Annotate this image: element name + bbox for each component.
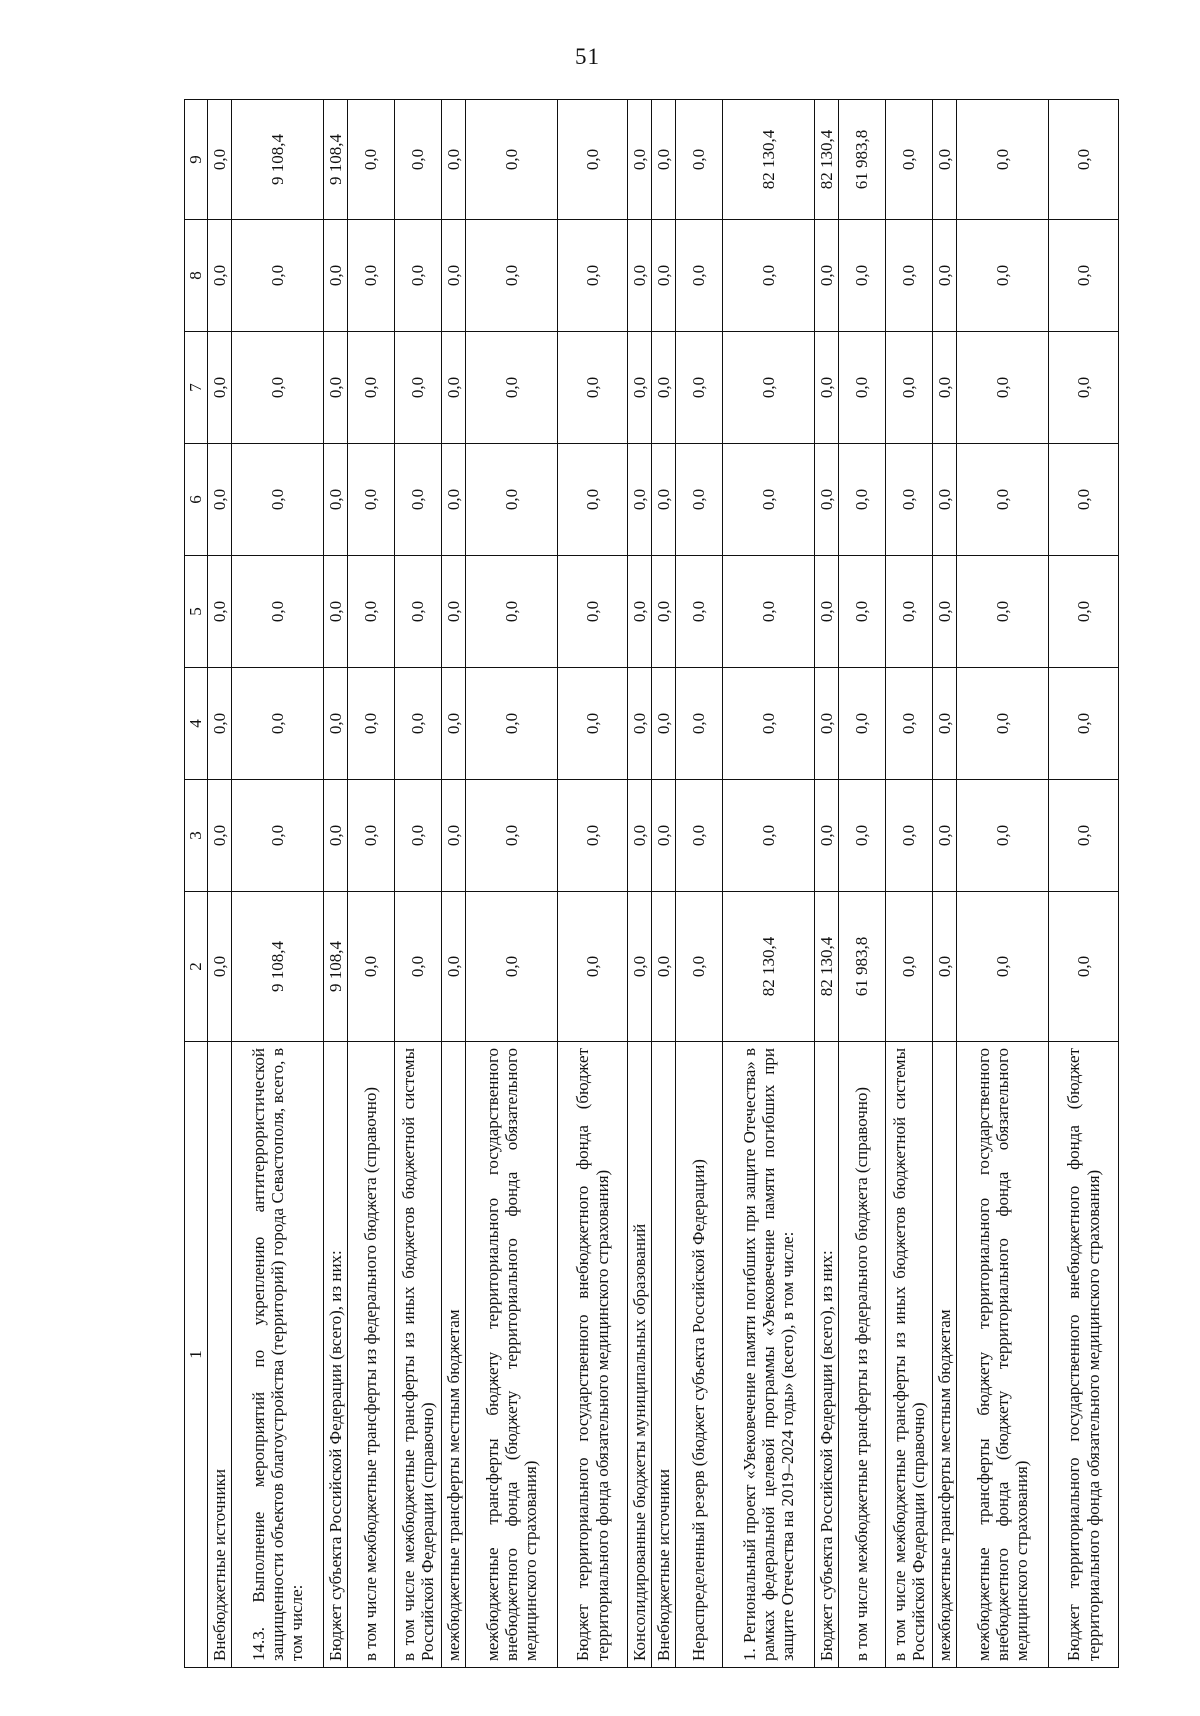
cell-value: 0,0 xyxy=(676,220,723,332)
cell-value: 0,0 xyxy=(652,100,676,220)
cell-value: 0,0 xyxy=(676,100,723,220)
cell-value: 0,0 xyxy=(466,444,558,556)
cell-value: 0,0 xyxy=(815,220,839,332)
cell-value: 0,0 xyxy=(324,780,348,892)
row-label: Консолидированные бюджеты муниципальных образований xyxy=(628,1042,652,1668)
cell-value: 0,0 xyxy=(208,100,232,220)
cell-value: 82 130,4 xyxy=(815,892,839,1042)
cell-value: 0,0 xyxy=(558,444,628,556)
cell-value: 0,0 xyxy=(466,100,558,220)
cell-value: 0,0 xyxy=(628,780,652,892)
column-header-4: 4 xyxy=(185,668,208,780)
cell-value: 0,0 xyxy=(324,332,348,444)
row-label: Внебюджетные источники xyxy=(208,1042,232,1668)
cell-value: 0,0 xyxy=(558,100,628,220)
cell-value: 0,0 xyxy=(348,892,395,1042)
cell-value: 0,0 xyxy=(442,100,466,220)
cell-value: 0,0 xyxy=(395,220,442,332)
cell-value: 9 108,4 xyxy=(232,100,324,220)
cell-value: 0,0 xyxy=(232,556,324,668)
cell-value: 0,0 xyxy=(208,556,232,668)
cell-value: 0,0 xyxy=(815,556,839,668)
cell-value: 0,0 xyxy=(395,100,442,220)
cell-value: 0,0 xyxy=(839,220,886,332)
cell-value: 0,0 xyxy=(395,332,442,444)
cell-value: 0,0 xyxy=(1049,668,1119,780)
cell-value: 0,0 xyxy=(1049,780,1119,892)
cell-value: 0,0 xyxy=(558,332,628,444)
cell-value: 0,0 xyxy=(815,332,839,444)
cell-value: 0,0 xyxy=(395,892,442,1042)
table-row xyxy=(324,100,348,1668)
cell-value: 0,0 xyxy=(395,556,442,668)
cell-value: 0,0 xyxy=(324,444,348,556)
cell-value: 9 108,4 xyxy=(324,100,348,220)
row-label: 1. Региональный проект «Увековечение памяти погибших при защите Отечества» в рамках федеральной целевой программы «Увековечение памяти погибших при защите Отечества на 2019–2024 годы» (всего), в том числе: xyxy=(723,1042,815,1668)
cell-value: 0,0 xyxy=(442,892,466,1042)
cell-value: 0,0 xyxy=(208,444,232,556)
cell-value: 0,0 xyxy=(886,892,933,1042)
cell-value: 82 130,4 xyxy=(723,100,815,220)
cell-value: 0,0 xyxy=(558,556,628,668)
cell-value: 0,0 xyxy=(957,556,1049,668)
cell-value: 0,0 xyxy=(628,444,652,556)
table-row xyxy=(628,100,652,1668)
table-row xyxy=(395,100,442,1668)
table-body xyxy=(208,100,1119,1668)
cell-value: 82 130,4 xyxy=(815,100,839,220)
cell-value: 0,0 xyxy=(652,332,676,444)
cell-value: 0,0 xyxy=(232,332,324,444)
cell-value: 9 108,4 xyxy=(232,892,324,1042)
table-header-row xyxy=(185,100,208,1668)
cell-value: 0,0 xyxy=(348,444,395,556)
cell-value: 0,0 xyxy=(886,668,933,780)
cell-value: 0,0 xyxy=(395,780,442,892)
column-header-5: 5 xyxy=(185,556,208,668)
cell-value: 0,0 xyxy=(208,892,232,1042)
cell-value: 0,0 xyxy=(723,444,815,556)
cell-value: 0,0 xyxy=(348,220,395,332)
cell-value: 0,0 xyxy=(232,780,324,892)
cell-value: 0,0 xyxy=(815,668,839,780)
table-row xyxy=(839,100,886,1668)
row-label: в том числе межбюджетные трансферты из иных бюджетов бюджетной системы Российской Федерации (справочно) xyxy=(886,1042,933,1668)
cell-value: 61 983,8 xyxy=(839,892,886,1042)
cell-value: 0,0 xyxy=(839,444,886,556)
cell-value: 0,0 xyxy=(558,220,628,332)
row-label: Нераспределенный резерв (бюджет субъекта Российской Федерации) xyxy=(676,1042,723,1668)
cell-value: 0,0 xyxy=(676,892,723,1042)
cell-value: 0,0 xyxy=(723,220,815,332)
cell-value: 0,0 xyxy=(395,668,442,780)
cell-value: 0,0 xyxy=(676,556,723,668)
cell-value: 0,0 xyxy=(442,332,466,444)
cell-value: 61 983,8 xyxy=(839,100,886,220)
cell-value: 0,0 xyxy=(628,668,652,780)
column-header-6: 6 xyxy=(185,444,208,556)
cell-value: 0,0 xyxy=(957,100,1049,220)
cell-value: 0,0 xyxy=(442,556,466,668)
column-header-2: 2 xyxy=(185,892,208,1042)
cell-value: 0,0 xyxy=(933,444,957,556)
column-header-7: 7 xyxy=(185,332,208,444)
cell-value: 0,0 xyxy=(348,780,395,892)
cell-value: 0,0 xyxy=(723,780,815,892)
table-row xyxy=(1049,100,1119,1668)
row-label: межбюджетные трансферты бюджету территориального государственного внебюджетного фонда (бюджету территориального фонда обязательного медицинского страхования) xyxy=(466,1042,558,1668)
table-row xyxy=(232,100,324,1668)
row-label: Бюджет субъекта Российской Федерации (всего), из них: xyxy=(815,1042,839,1668)
cell-value: 0,0 xyxy=(933,668,957,780)
cell-value: 0,0 xyxy=(466,220,558,332)
cell-value: 0,0 xyxy=(652,892,676,1042)
row-label: межбюджетные трансферты бюджету территориального государственного внебюджетного фонда (бюджету территориального фонда обязательного медицинского страхования) xyxy=(957,1042,1049,1668)
row-label: 14.3. Выполнение мероприятий по укреплению антитеррористической защищенности объектов благоустройства (территорий) города Севастополя, всего, в том числе: xyxy=(232,1042,324,1668)
column-header-8: 8 xyxy=(185,220,208,332)
cell-value: 0,0 xyxy=(628,892,652,1042)
cell-value: 0,0 xyxy=(1049,332,1119,444)
table-row xyxy=(558,100,628,1668)
cell-value: 0,0 xyxy=(466,668,558,780)
cell-value: 0,0 xyxy=(232,668,324,780)
cell-value: 0,0 xyxy=(676,332,723,444)
cell-value: 0,0 xyxy=(957,220,1049,332)
cell-value: 0,0 xyxy=(886,444,933,556)
row-label: межбюджетные трансферты местным бюджетам xyxy=(442,1042,466,1668)
rotated-table-wrapper xyxy=(184,100,1109,1668)
cell-value: 0,0 xyxy=(442,444,466,556)
cell-value: 0,0 xyxy=(676,780,723,892)
cell-value: 0,0 xyxy=(933,332,957,444)
cell-value: 0,0 xyxy=(1049,892,1119,1042)
table-row xyxy=(815,100,839,1668)
cell-value: 0,0 xyxy=(324,556,348,668)
cell-value: 0,0 xyxy=(208,780,232,892)
cell-value: 82 130,4 xyxy=(723,892,815,1042)
cell-value: 0,0 xyxy=(232,220,324,332)
table-row xyxy=(933,100,957,1668)
cell-value: 0,0 xyxy=(466,332,558,444)
cell-value: 0,0 xyxy=(442,220,466,332)
cell-value: 0,0 xyxy=(957,444,1049,556)
cell-value: 0,0 xyxy=(676,444,723,556)
cell-value: 0,0 xyxy=(933,556,957,668)
cell-value: 0,0 xyxy=(1049,220,1119,332)
cell-value: 0,0 xyxy=(324,668,348,780)
cell-value: 0,0 xyxy=(558,668,628,780)
cell-value: 0,0 xyxy=(652,220,676,332)
cell-value: 0,0 xyxy=(1049,444,1119,556)
table-row xyxy=(723,100,815,1668)
cell-value: 0,0 xyxy=(886,220,933,332)
cell-value: 0,0 xyxy=(208,220,232,332)
cell-value: 0,0 xyxy=(442,668,466,780)
cell-value: 0,0 xyxy=(558,780,628,892)
column-header-3: 3 xyxy=(185,780,208,892)
cell-value: 0,0 xyxy=(628,332,652,444)
cell-value: 0,0 xyxy=(324,220,348,332)
cell-value: 0,0 xyxy=(232,444,324,556)
cell-value: 0,0 xyxy=(652,668,676,780)
cell-value: 0,0 xyxy=(348,332,395,444)
cell-value: 0,0 xyxy=(676,668,723,780)
cell-value: 0,0 xyxy=(466,780,558,892)
cell-value: 0,0 xyxy=(466,892,558,1042)
cell-value: 0,0 xyxy=(886,332,933,444)
row-label: в том числе межбюджетные трансферты из иных бюджетов бюджетной системы Российской Федерации (справочно) xyxy=(395,1042,442,1668)
cell-value: 0,0 xyxy=(652,780,676,892)
cell-value: 0,0 xyxy=(815,780,839,892)
cell-value: 0,0 xyxy=(933,892,957,1042)
cell-value: 0,0 xyxy=(652,444,676,556)
cell-value: 0,0 xyxy=(1049,556,1119,668)
cell-value: 0,0 xyxy=(957,332,1049,444)
cell-value: 0,0 xyxy=(628,220,652,332)
cell-value: 0,0 xyxy=(886,100,933,220)
cell-value: 9 108,4 xyxy=(324,892,348,1042)
column-header-1: 1 xyxy=(185,1042,208,1668)
cell-value: 0,0 xyxy=(957,780,1049,892)
cell-value: 0,0 xyxy=(886,780,933,892)
cell-value: 0,0 xyxy=(839,668,886,780)
table-row xyxy=(676,100,723,1668)
cell-value: 0,0 xyxy=(442,780,466,892)
table-row xyxy=(652,100,676,1668)
cell-value: 0,0 xyxy=(348,100,395,220)
cell-value: 0,0 xyxy=(839,556,886,668)
row-label: Бюджет территориального государственного внебюджетного фонда (бюджет территориального фонда обязательного медицинского страхования) xyxy=(558,1042,628,1668)
cell-value: 0,0 xyxy=(839,332,886,444)
cell-value: 0,0 xyxy=(628,100,652,220)
table-row xyxy=(886,100,933,1668)
cell-value: 0,0 xyxy=(957,668,1049,780)
cell-value: 0,0 xyxy=(723,556,815,668)
table-row xyxy=(466,100,558,1668)
cell-value: 0,0 xyxy=(933,220,957,332)
cell-value: 0,0 xyxy=(348,668,395,780)
cell-value: 0,0 xyxy=(957,892,1049,1042)
column-header-9: 9 xyxy=(185,100,208,220)
cell-value: 0,0 xyxy=(652,556,676,668)
table-row xyxy=(957,100,1049,1668)
cell-value: 0,0 xyxy=(723,668,815,780)
cell-value: 0,0 xyxy=(208,668,232,780)
cell-value: 0,0 xyxy=(466,556,558,668)
page-number: 51 xyxy=(575,44,600,69)
budget-table xyxy=(184,99,1119,1668)
cell-value: 0,0 xyxy=(628,556,652,668)
cell-value: 0,0 xyxy=(815,444,839,556)
cell-value: 0,0 xyxy=(839,780,886,892)
cell-value: 0,0 xyxy=(348,556,395,668)
row-label: в том числе межбюджетные трансферты из федерального бюджета (справочно) xyxy=(348,1042,395,1668)
cell-value: 0,0 xyxy=(395,444,442,556)
cell-value: 0,0 xyxy=(723,332,815,444)
table-row xyxy=(208,100,232,1668)
row-label: Внебюджетные источники xyxy=(652,1042,676,1668)
cell-value: 0,0 xyxy=(933,780,957,892)
cell-value: 0,0 xyxy=(886,556,933,668)
cell-value: 0,0 xyxy=(933,100,957,220)
cell-value: 0,0 xyxy=(208,332,232,444)
row-label: в том числе межбюджетные трансферты из федерального бюджета (справочно) xyxy=(839,1042,886,1668)
table-row xyxy=(442,100,466,1668)
table-row xyxy=(348,100,395,1668)
row-label: Бюджет территориального государственного внебюджетного фонда (бюджет территориального фонда обязательного медицинского страхования) xyxy=(1049,1042,1119,1668)
row-label: Бюджет субъекта Российской Федерации (всего), из них: xyxy=(324,1042,348,1668)
cell-value: 0,0 xyxy=(558,892,628,1042)
row-label: межбюджетные трансферты местным бюджетам xyxy=(933,1042,957,1668)
cell-value: 0,0 xyxy=(1049,100,1119,220)
